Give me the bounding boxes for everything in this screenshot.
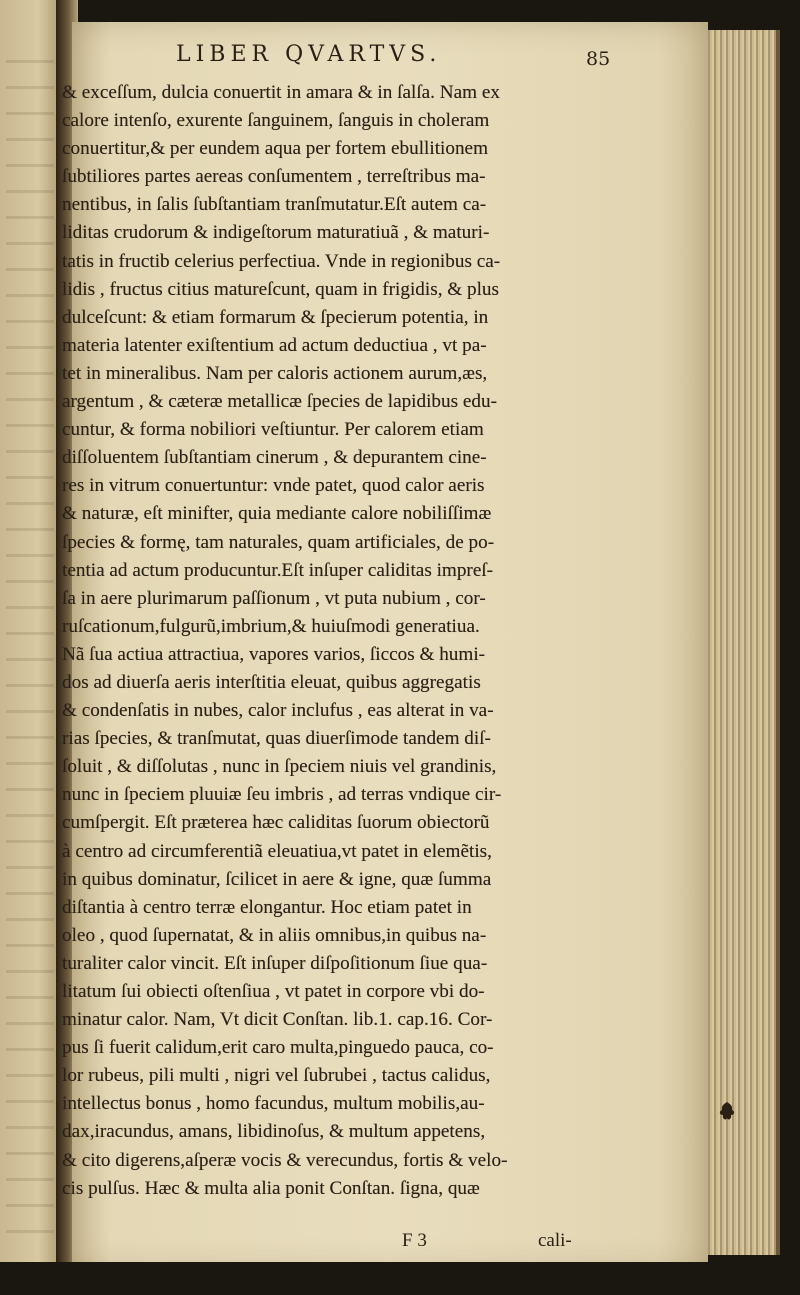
right-page: [62, 22, 708, 1270]
text-line: à centro ad circumferentiã eleuatiua,vt patet in elemẽtis,: [62, 840, 492, 862]
text-line: rias ſpecies, & tranſmutat, quas diuerſimode tandem diſ-: [62, 728, 491, 750]
text-line: ruſcationum,fulgurũ,imbrium,& huiuſmodi generatiua.: [62, 615, 480, 637]
text-line: ſa in aere plurimarum paſſionum , vt puta nubium , cor-: [62, 587, 486, 609]
text-line: cuntur, & forma nobiliori veſtiuntur. Per calorem etiam: [62, 419, 484, 441]
text-line: ſpecies & formę, tam naturales, quam artificiales, de po-: [62, 531, 495, 553]
text-line: lor rubeus, pili multi , nigri vel ſubrubei , tactus calidus,: [62, 1065, 491, 1087]
page-header: [72, 40, 708, 80]
text-line: dax,iracundus, amans, libidinoſus, & multum appetens,: [62, 1121, 486, 1143]
text-line: cumſpergit. Eſt præterea hæc caliditas ſuorum obiectorũ: [62, 812, 490, 834]
text-line: minatur calor. Nam, Vt dicit Conſtan. lib.1. cap.16. Cor-: [62, 1009, 493, 1031]
text-line: oleo , quod ſupernatat, & in aliis omnibus,in quibus na-: [62, 924, 487, 946]
text-line: litatum ſui obiecti oſtenſiua , vt patet in corpore vbi do-: [62, 981, 485, 1002]
text-line: & naturæ, eſt minifter, quia mediante calore nobiliſſimæ: [62, 503, 492, 525]
text-line: turaliter calor vincit. Eſt inſuper diſpoſitionum ſiue qua-: [62, 952, 488, 974]
catchword: cali-: [538, 1230, 572, 1251]
text-line: dulceſcunt: & etiam formarum & ſpecierum potentia, in: [62, 306, 489, 328]
printer-ornament-icon: [718, 1100, 736, 1122]
text-line: intellectus bonus , homo facundus, multum mobilis,au-: [62, 1093, 485, 1115]
text-line: diſſoluentem ſubſtantiam cinerum , & depurantem cine-: [62, 447, 487, 469]
scan-bottom-border: [0, 1262, 800, 1295]
text-line: tet in mineralibus. Nam per caloris actionem aurum,æs,: [62, 362, 488, 384]
text-line: & exceſſum, dulcia conuertit in amara & in ſalſa. Nam ex: [62, 82, 500, 103]
text-line: nentibus, in ſalis ſubſtantiam tranſmutatur.Eſt autem ca-: [62, 194, 487, 216]
text-line: materia latenter exiſtentium ad actum deductiua , vt pa-: [62, 334, 487, 356]
text-line: & cito digerens,aſperæ vocis & verecundus, fortis & velo-: [62, 1149, 508, 1171]
text-line: pus ſi fuerit calidum,erit caro multa,pinguedo pauca, co-: [62, 1037, 494, 1059]
text-line: in quibus dominatur, ſcilicet in aere & igne, quæ ſumma: [62, 868, 492, 890]
body-text: [62, 79, 622, 1203]
text-line: dos ad diuerſa aeris interſtitia eleuat, quibus aggregatis: [62, 671, 481, 693]
text-line: diſtantia à centro terræ elongantur. Hoc etiam patet in: [62, 896, 472, 918]
text-line: calore intenſo, exurente ſanguinem, ſanguis in choleram: [62, 110, 490, 132]
text-line: Nã ſua actiua attractiua, vapores varios, ſiccos & humi-: [62, 643, 486, 665]
signature-mark: F 3: [402, 1230, 427, 1251]
page-footer: [72, 1230, 708, 1260]
text-line: & condenſatis in nubes, calor inclufus , eas alterat in va-: [62, 700, 494, 722]
page-block-edges: [706, 30, 780, 1255]
running-head: LIBER QVARTVS.: [176, 42, 442, 67]
text-line: nunc in ſpeciem pluuiæ ſeu imbris , ad terras vndique cir-: [62, 784, 502, 806]
text-line: ſoluit , & diſſolutas , nunc in ſpeciem niuis vel grandinis,: [62, 756, 497, 778]
text-line: ſubtiliores partes aereas conſumentem , terreſtribus ma-: [62, 166, 486, 188]
page-number: 85: [586, 48, 611, 70]
text-line: liditas crudorum & indigeſtorum maturatiuã , & maturi-: [62, 222, 490, 244]
text-line: cis pulſus. Hæc & multa alia ponit Conſtan. ſigna, quæ: [62, 1177, 480, 1199]
ink-bleed-through: [6, 60, 54, 1240]
text-line: tatis in fructib celerius perfectiua. Vnde in regionibus ca-: [62, 250, 501, 272]
left-page-edge: [0, 0, 64, 1295]
text-line: res in vitrum conuertuntur: vnde patet, quod calor aeris: [62, 475, 485, 497]
text-line: conuertitur,& per eundem aqua per fortem ebullitionem: [62, 138, 489, 160]
text-line: tentia ad actum producuntur.Eſt inſuper caliditas impreſ-: [62, 559, 494, 581]
text-line: lidis , fructus citius matureſcunt, quam in frigidis, & plus: [62, 278, 499, 300]
text-line: argentum , & cæteræ metallicæ ſpecies de lapidibus edu-: [62, 391, 497, 413]
